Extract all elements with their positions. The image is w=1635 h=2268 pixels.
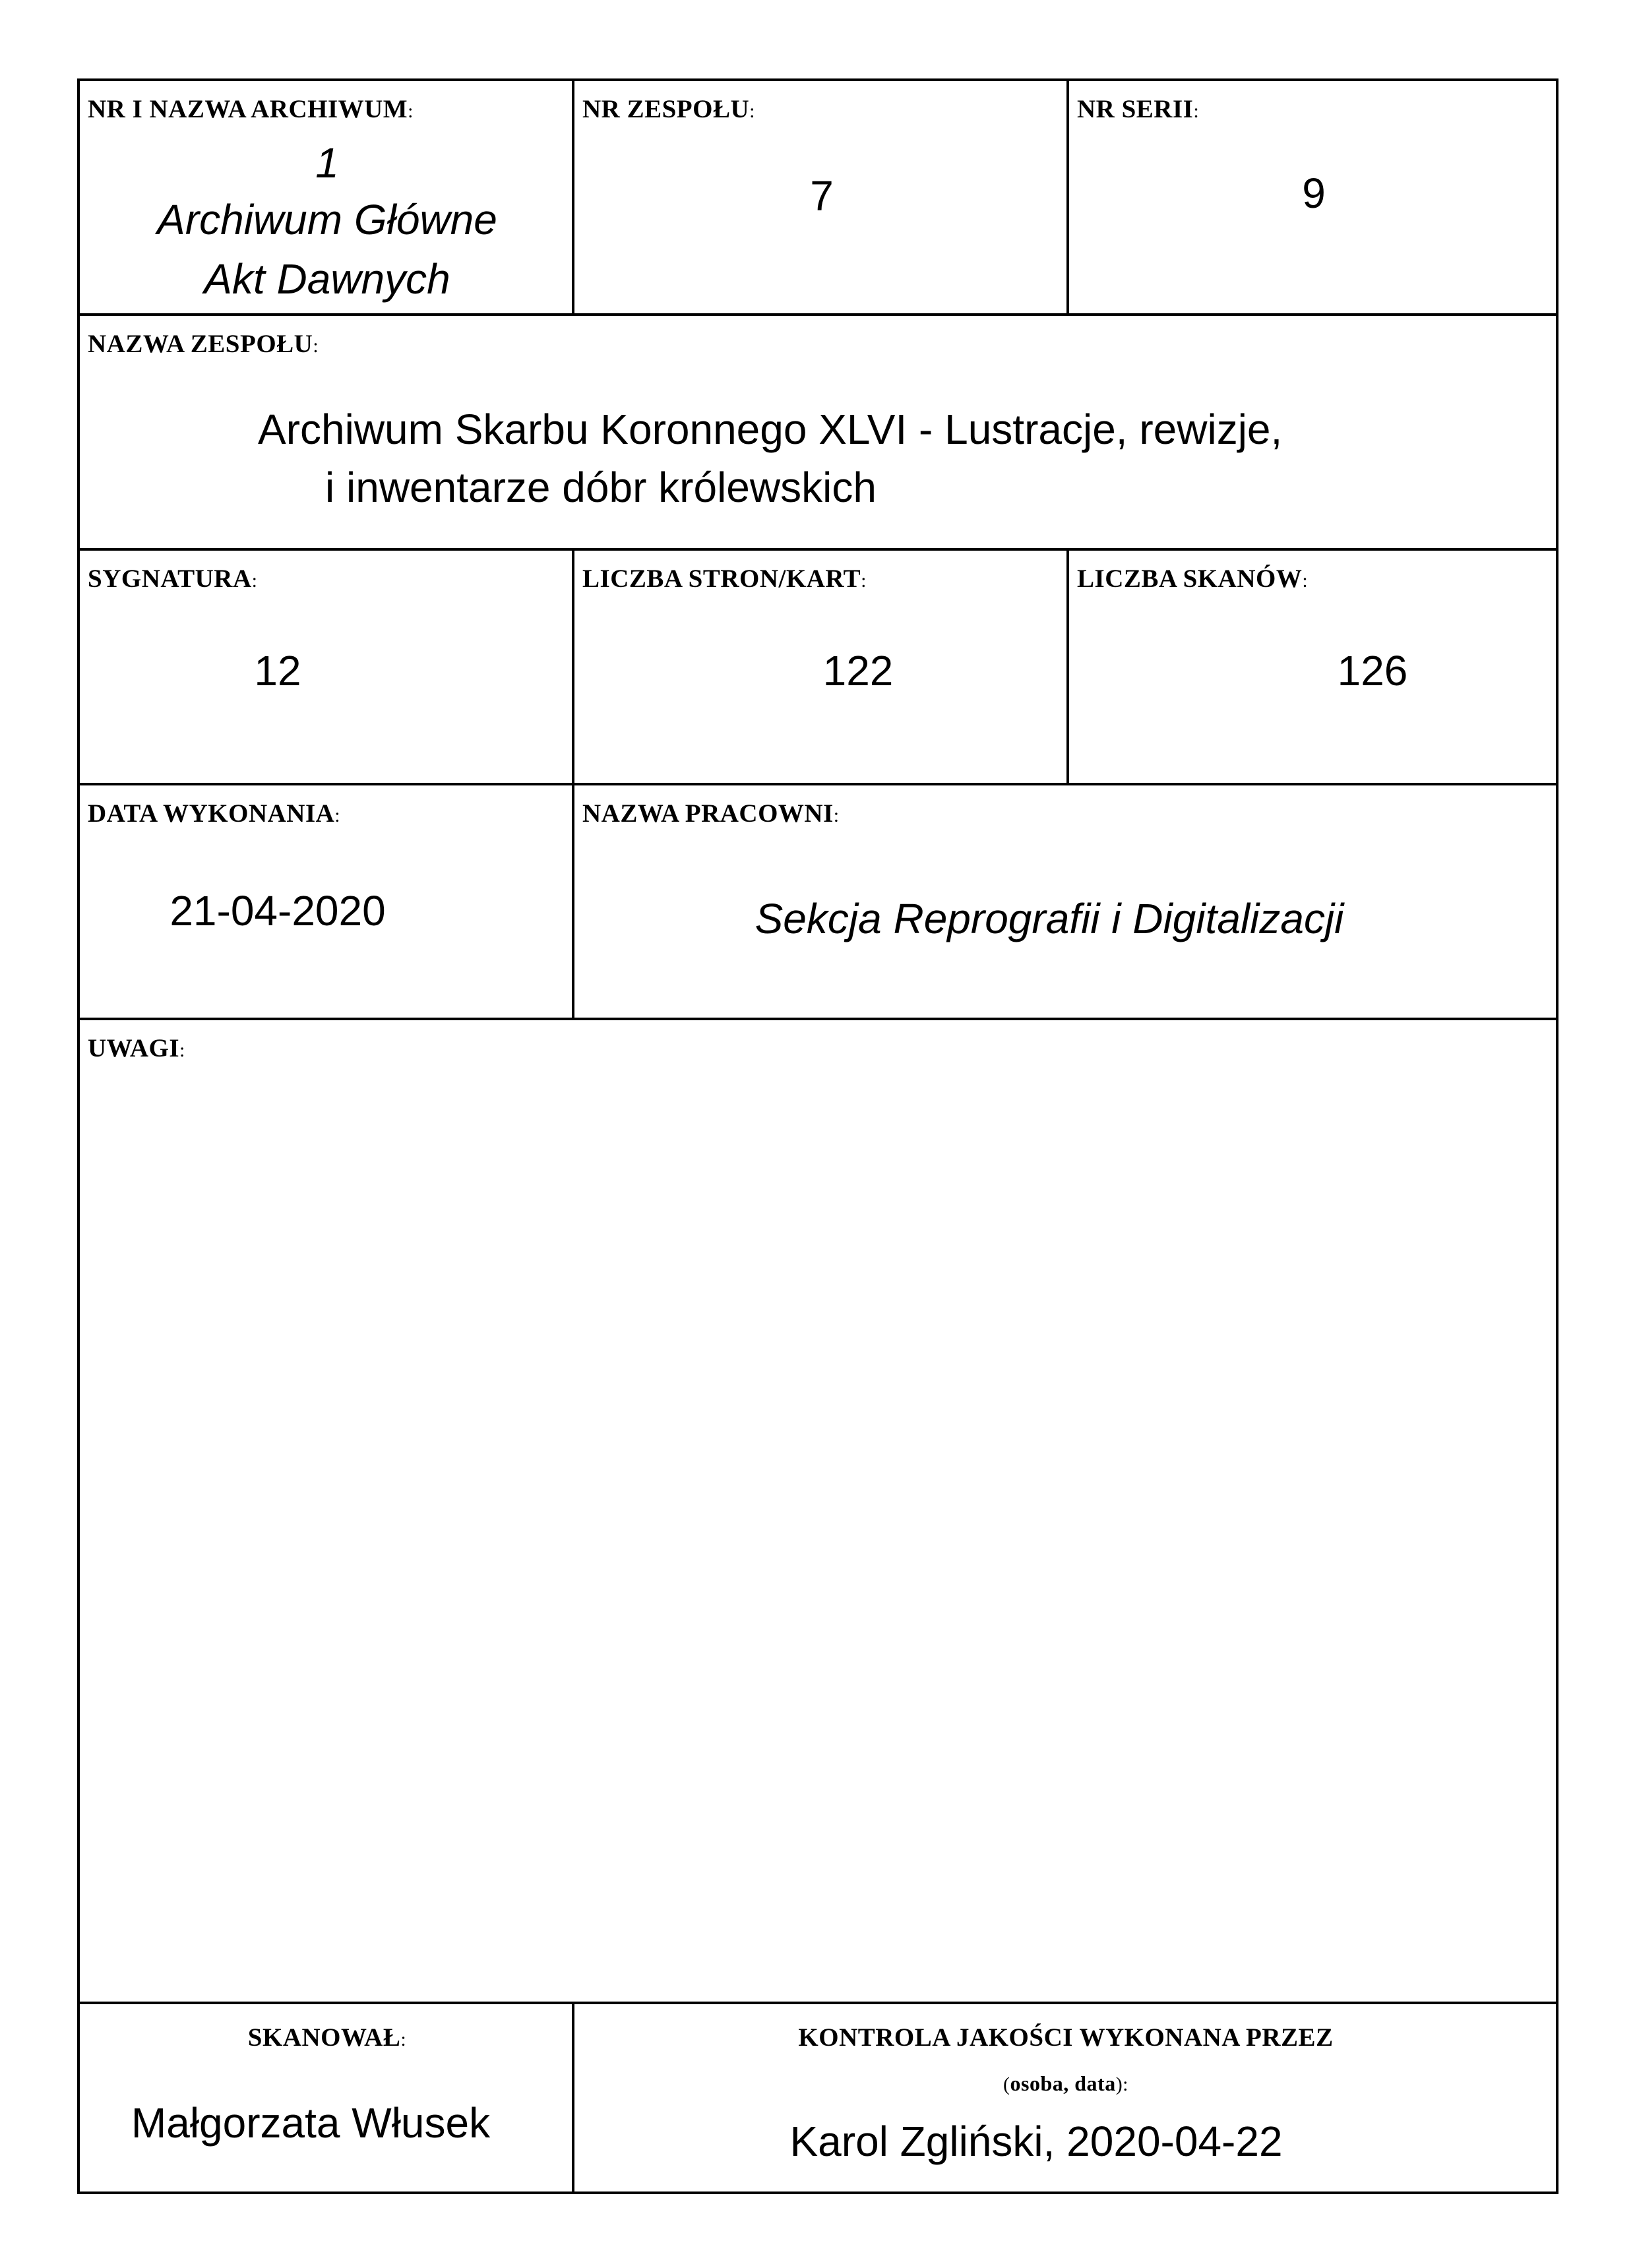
workshop-value: Sekcja Reprografii i Digitalizacji [755,895,1344,942]
cell-series-no [1069,81,1556,313]
archive-name-line1: Archiwum Główne [157,196,497,243]
cell-scanned-by [80,2004,574,2191]
date-label: DATA WYKONANIA: [88,799,341,828]
series-no-label: NR SERII: [1077,95,1200,123]
quality-label: KONTROLA JAKOŚCI WYKONANA PRZEZ [798,2023,1334,2052]
cell-quality [574,2004,1556,2191]
cell-fonds-name [80,316,1556,548]
signature-value: 12 [254,647,301,694]
row-counts [80,551,1556,785]
notes-label: UWAGI: [88,1034,185,1062]
cell-fonds-no [574,81,1069,313]
cell-date [80,785,574,1018]
fonds-name-label: NAZWA ZESPOŁU: [88,330,319,358]
scanned-by-value: Małgorzata Włusek [131,2099,491,2147]
metadata-form [77,78,1558,2194]
series-no-value: 9 [1302,169,1326,217]
scans-value: 126 [1337,647,1408,694]
fonds-name-line1: Archiwum Skarbu Koronnego XLVI - Lustracje, rewizje, [258,406,1283,453]
row-notes [80,1020,1556,2004]
scans-label: LICZBA SKANÓW: [1077,565,1309,593]
fonds-no-label: NR ZESPOŁU: [582,95,755,123]
cell-scans [1069,551,1556,783]
signature-label: SYGNATURA: [88,565,258,593]
archive-name-line2: Akt Dawnych [204,255,450,303]
fonds-name-line2: i inwentarze dóbr królewskich [325,464,877,511]
scanned-by-label: SKANOWAŁ: [247,2023,407,2052]
row-date-workshop [80,785,1556,1020]
cell-workshop [574,785,1556,1018]
row-archive [80,81,1556,316]
fonds-no-value: 7 [810,172,834,220]
archive-number: 1 [315,139,339,187]
row-fonds-name [80,316,1556,551]
cell-pages [574,551,1069,783]
date-value: 21-04-2020 [170,887,386,935]
workshop-label: NAZWA PRACOWNI: [582,799,840,828]
quality-value: Karol Zgliński, 2020-04-22 [789,2118,1283,2165]
quality-sublabel: (osoba, data): [1003,2071,1129,2095]
cell-archive [80,81,574,313]
archive-label: NR I NAZWA ARCHIWUM: [88,95,414,123]
cell-signature [80,551,574,783]
pages-label: LICZBA STRON/KART: [582,565,867,593]
cell-notes [80,1020,1556,2002]
row-signoff [80,2004,1556,2191]
pages-value: 122 [822,647,894,694]
